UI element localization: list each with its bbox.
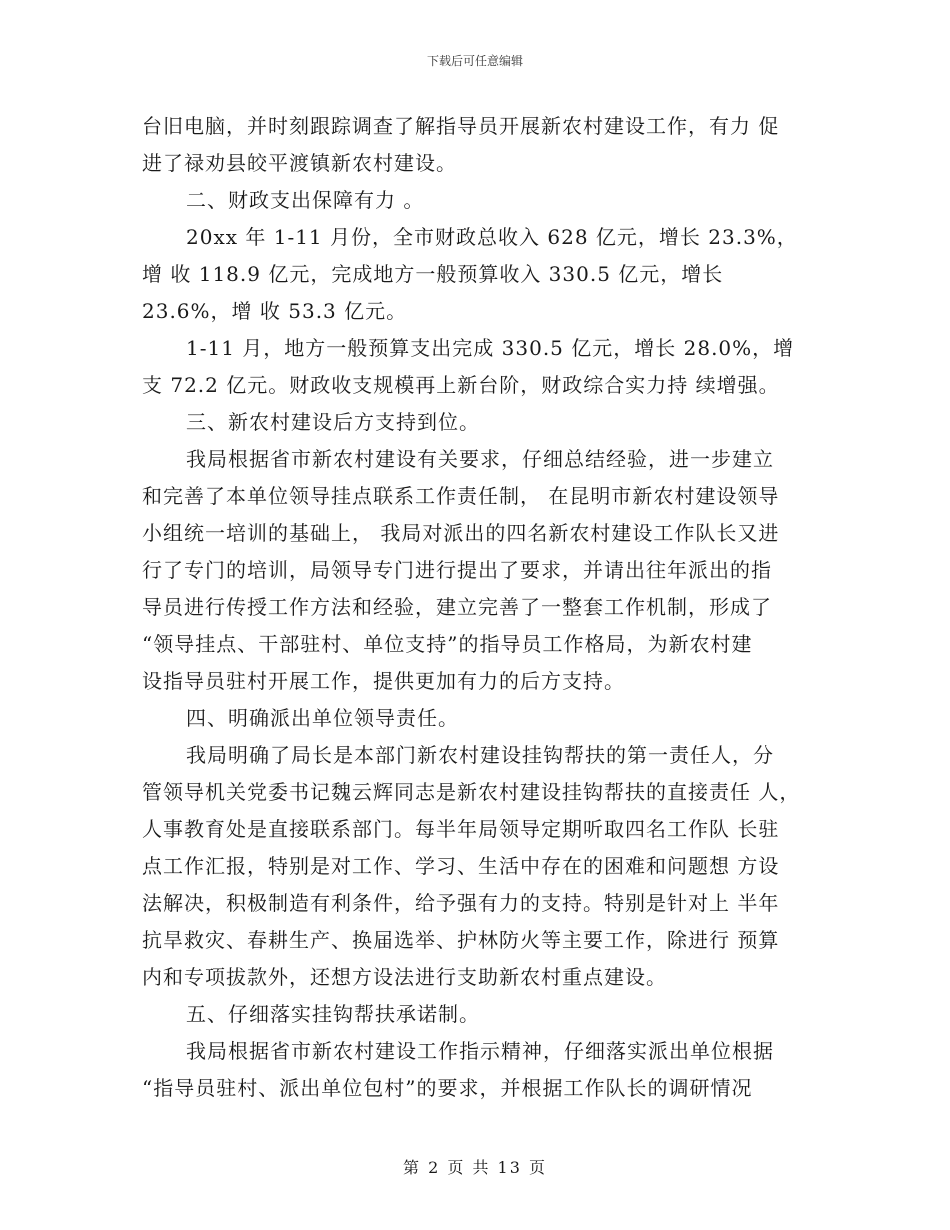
text-line: 管领导机关党委书记魏云辉同志是新农村建设挂钩帮扶的直接责任 人，: [142, 780, 801, 804]
text-line: “指导员驻村、派出单位包村”的要求，并根据工作队长的调研情况: [142, 1076, 753, 1100]
text-line: 进了禄劝县皎平渡镇新农村建设。: [142, 151, 457, 175]
text-line: 抗旱救灾、春耕生产、换届选举、护林防火等主要工作，除进行 预算: [142, 928, 780, 952]
text-line: “领导挂点、干部驻村、单位支持”的指导员工作格局，为新农村建: [142, 632, 753, 656]
text-line: 点工作汇报，特别是对工作、学习、生活中存在的困难和问题想 方设: [142, 854, 780, 878]
section-heading-2: 二、财政支出保障有力 。: [186, 188, 425, 212]
section-heading-5: 五、仔细落实挂钩帮扶承诺制。: [186, 1002, 480, 1026]
text-line: 行了专门的培训，局领导专门进行提出了要求，并请出往年派出的指: [142, 558, 772, 582]
page-footer: 第 2 页 共 13 页: [403, 1158, 547, 1177]
section-heading-3: 三、新农村建设后方支持到位。: [186, 410, 480, 434]
text-line: 23.6%，增 收 53.3 亿元。: [142, 299, 408, 323]
section-heading-4: 四、明确派出单位领导责任。: [186, 706, 459, 730]
text-line: 设指导员驻村开展工作，提供更加有力的后方支持。: [142, 669, 625, 693]
text-line: 小组统一培训的基础上， 我局对派出的四名新农村建设工作队长又进: [142, 521, 780, 545]
page-header: 下载后可任意编辑: [426, 54, 523, 68]
text-line: 1-11 月，地方一般预算支出完成 330.5 亿元，增长 28.0%，增: [186, 336, 795, 360]
text-line: 我局根据省市新农村建设有关要求，仔细总结经验，进一步建立: [186, 447, 774, 471]
text-line: 导员进行传授工作方法和经验，建立完善了一整套工作机制，形成了: [142, 595, 772, 619]
text-line: 20xx 年 1-11 月份，全市财政总收入 628 亿元，增长 23.3%，: [186, 225, 798, 249]
text-line: 我局明确了局长是本部门新农村建设挂钩帮扶的第一责任人，分: [186, 743, 774, 767]
text-line: 法解决，积极制造有利条件，给予强有力的支持。特别是针对上 半年: [142, 891, 780, 915]
text-line: 支 72.2 亿元。财政收支规模再上新台阶，财政综合实力持 续增强。: [142, 373, 780, 397]
text-line: 和完善了本单位领导挂点联系工作责任制， 在昆明市新农村建设领导: [142, 484, 780, 508]
text-line: 我局根据省市新农村建设工作指示精神，仔细落实派出单位根据: [186, 1039, 774, 1063]
text-line: 人事教育处是直接联系部门。每半年局领导定期听取四名工作队 长驻: [142, 817, 780, 841]
text-line: 增 收 118.9 亿元，完成地方一般预算收入 330.5 亿元，增长: [142, 262, 724, 286]
text-line: 内和专项拔款外，还想方设法进行支助新农村重点建设。: [142, 965, 667, 989]
text-line: 台旧电脑，并时刻跟踪调查了解指导员开展新农村建设工作，有力 促: [142, 114, 780, 138]
document-body: [142, 108, 822, 1107]
